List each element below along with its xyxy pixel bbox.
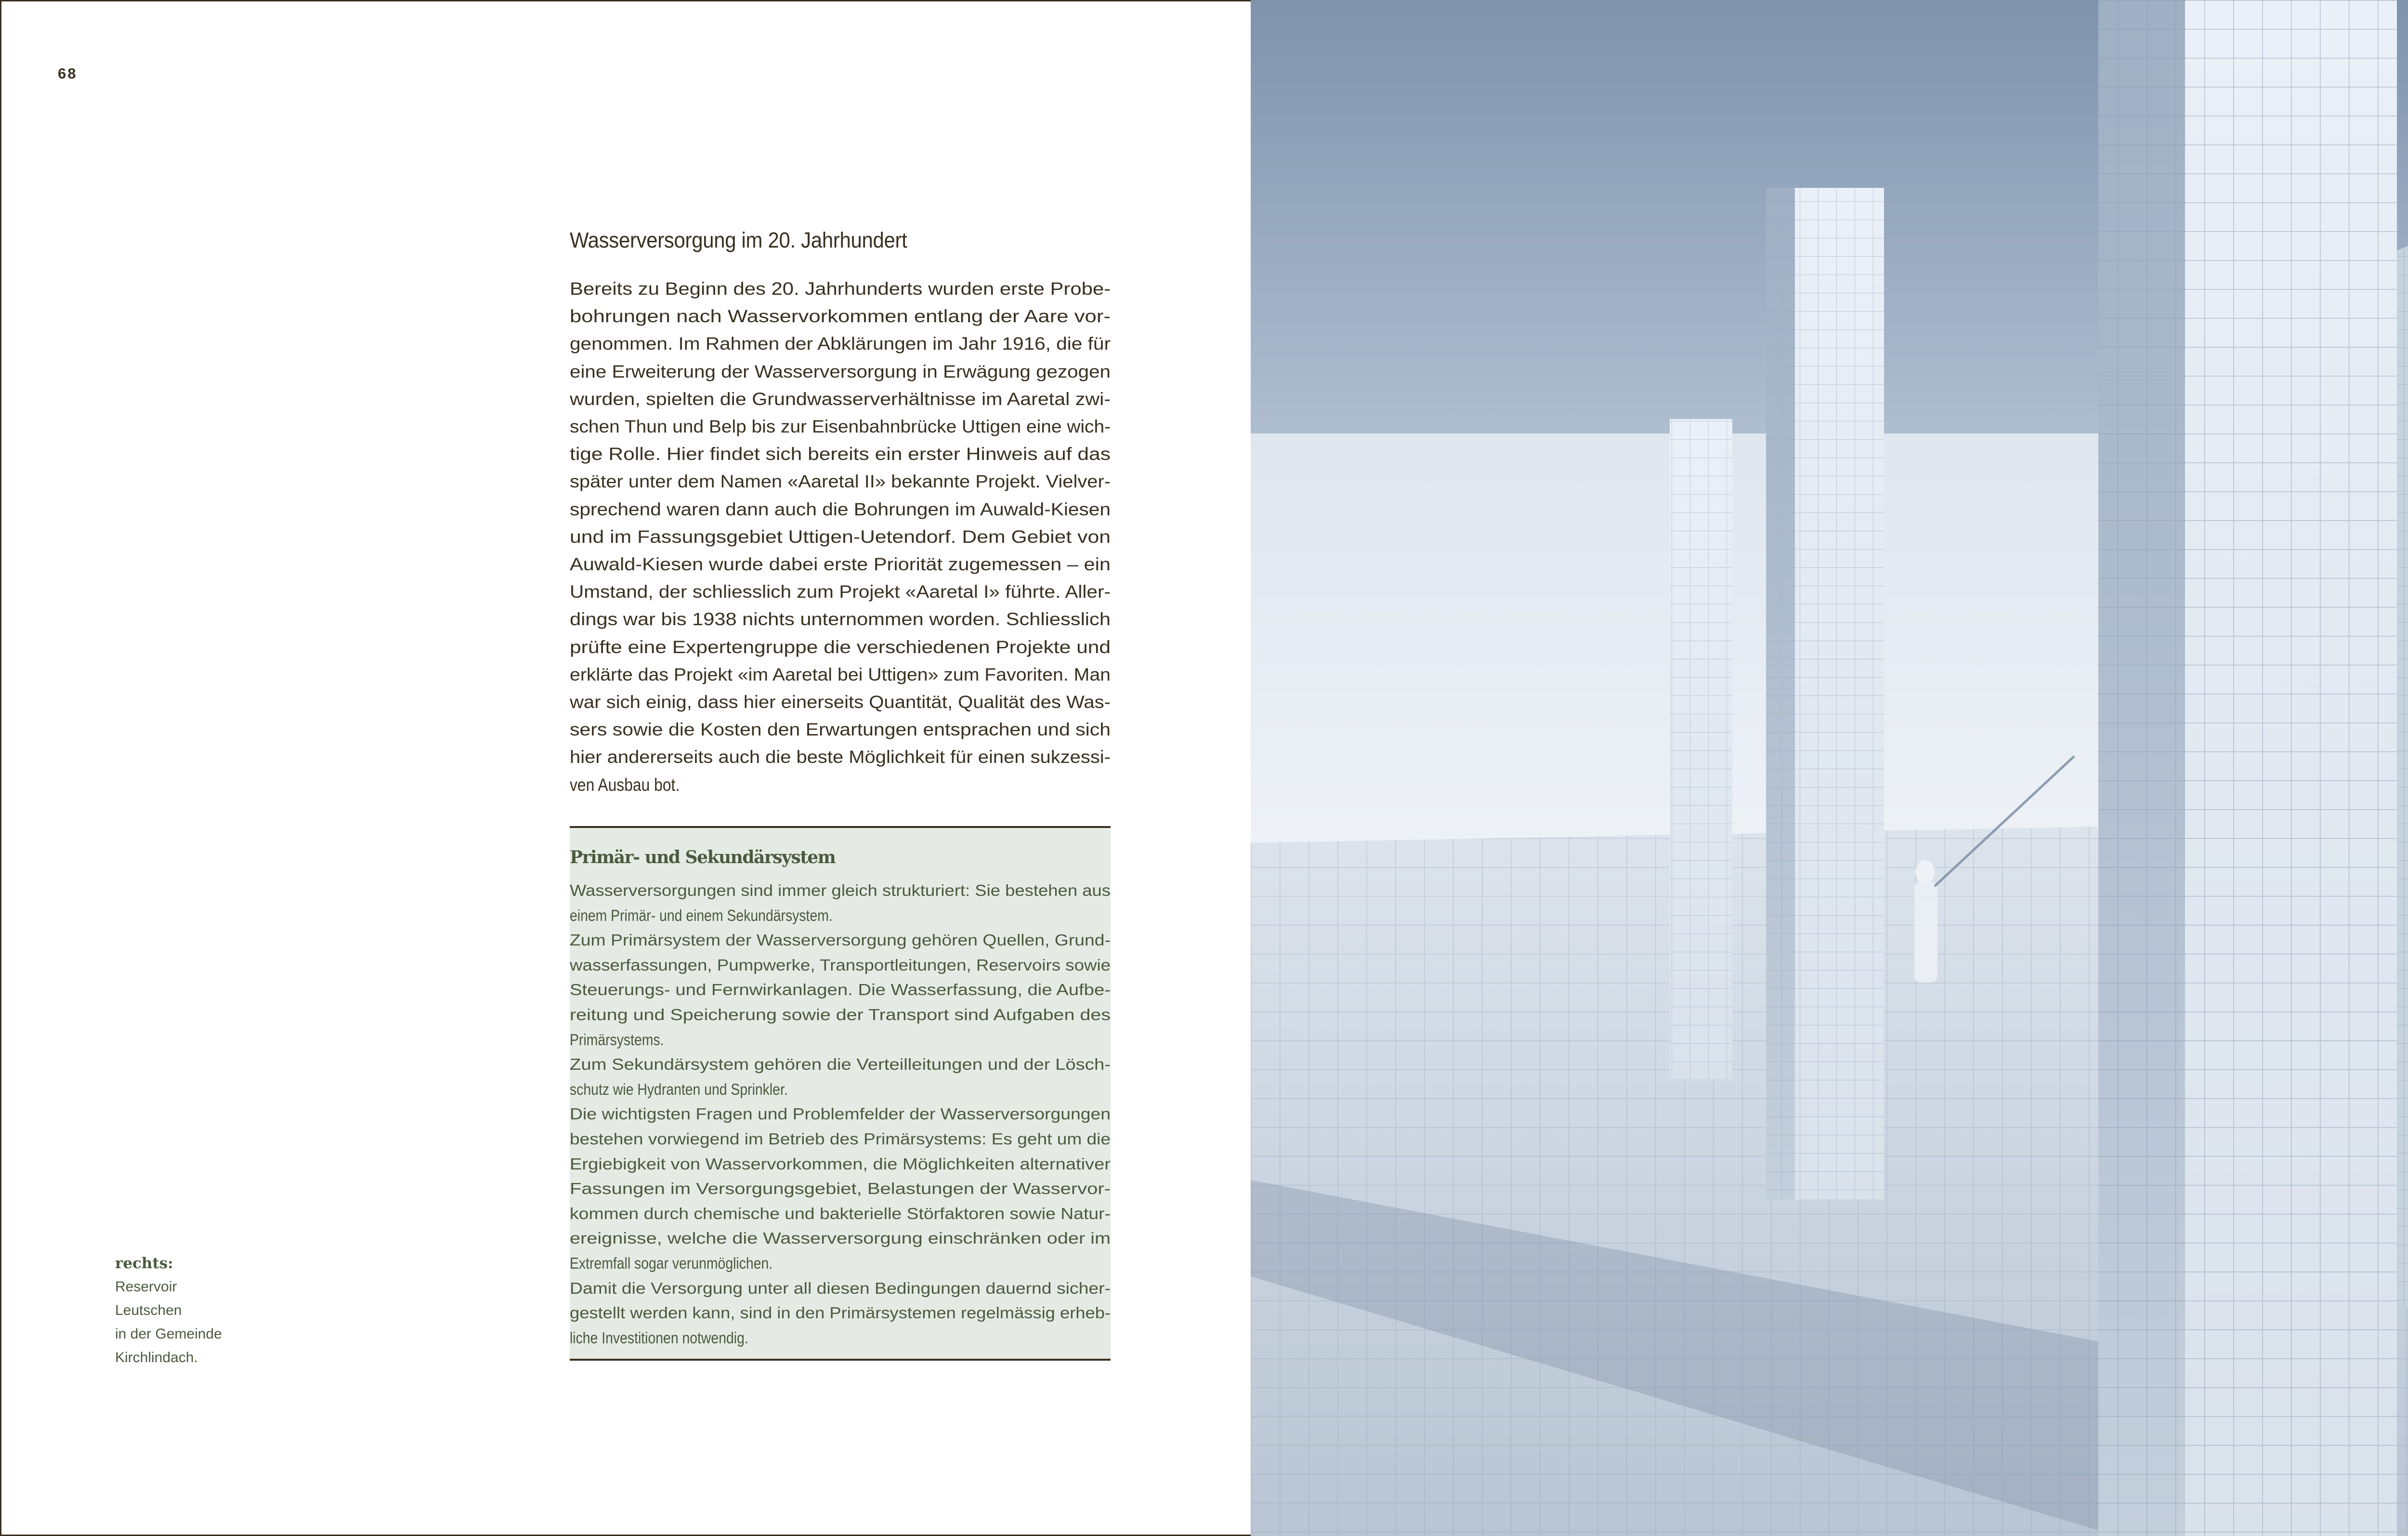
text-line: Extremfall sogar verunmöglichen. (570, 1254, 773, 1272)
page-number: 68 (58, 65, 78, 82)
info-box (570, 826, 1111, 1361)
text-line: ven Ausbau bot. (570, 775, 680, 795)
text-line: tige Rolle. Hier findet sich bereits ein erster Hinweis auf das (570, 444, 1111, 464)
text-line: wasserfassungen, Pumpwerke, Transportleitungen, Reservoirs sowie (570, 956, 1111, 974)
caption-text (115, 1275, 222, 1369)
caption-line: Kirchlindach. (115, 1350, 198, 1365)
caption-line: in der Gemeinde (115, 1326, 222, 1342)
text-line: Damit die Versorgung unter all diesen Bedingungen dauernd sicher- (570, 1279, 1111, 1297)
text-line: Bereits zu Beginn des 20. Jahrhunderts wurden erste Probe- (570, 279, 1111, 299)
text-line: Ergiebigkeit von Wasservorkommen, die Möglichkeiten alternativer (570, 1155, 1111, 1173)
article-title: Wasserversorgung im 20. Jahrhundert (570, 228, 907, 252)
text-line: liche Investitionen notwendig. (570, 1328, 748, 1347)
text-line: prüfte eine Expertengruppe die verschiedenen Projekte und (570, 637, 1111, 657)
reservoir-photo-image (1251, 0, 2408, 1536)
text-line: reitung und Speicherung sowie der Transport sind Aufgaben des (570, 1005, 1111, 1024)
text-line: einem Primär- und einem Sekundärsystem. (570, 906, 833, 924)
article-body (570, 275, 1111, 799)
text-line: Wasserversorgungen sind immer gleich strukturiert: Sie bestehen aus (570, 881, 1111, 899)
text-line: Zum Primärsystem der Wasserversorgung gehören Quellen, Grund- (570, 931, 1111, 949)
text-line: gestellt werden kann, sind in den Primärsystemen regelmässig erheb- (570, 1304, 1111, 1322)
text-line: war sich einig, dass hier einerseits Quantität, Qualität des Was- (570, 692, 1111, 712)
text-line: eine Erweiterung der Wasserversorgung in Erwägung gezogen (570, 361, 1111, 381)
reservoir-photo (1251, 0, 2408, 1536)
text-line: sers sowie die Kosten den Erwartungen entsprachen und sich (570, 720, 1111, 740)
text-line: schutz wie Hydranten und Sprinkler. (570, 1080, 788, 1098)
text-line: später unter dem Namen «Aaretal II» bekannte Projekt. Vielver- (570, 472, 1111, 492)
caption-line: Leutschen (115, 1302, 182, 1318)
caption-line: Reservoir (115, 1279, 177, 1295)
text-line: schen Thun und Belp bis zur Eisenbahnbrücke Uttigen eine wich- (570, 417, 1111, 437)
text-line: bestehen vorwiegend im Betrieb des Primärsystems: Es geht um die (570, 1129, 1111, 1148)
text-line: und im Fassungsgebiet Uttigen-Uetendorf. Dem Gebiet von (570, 526, 1111, 547)
text-line: erklärte das Projekt «im Aaretal bei Uttigen» zum Favoriten. Man (570, 664, 1111, 684)
text-line: genommen. Im Rahmen der Abklärungen im Jahr 1916, die für (570, 334, 1111, 354)
text-line: Umstand, der schliesslich zum Projekt «Aaretal I» führte. Aller- (570, 582, 1111, 602)
photo-caption (115, 1252, 222, 1369)
article (570, 224, 1111, 799)
text-line: kommen durch chemische und bakterielle Störfaktoren sowie Natur- (570, 1204, 1111, 1222)
text-line: sprechend waren dann auch die Bohrungen im Auwald-Kiesen (570, 499, 1111, 519)
text-line: bohrungen nach Wasservorkommen entlang der Aare vor- (570, 306, 1111, 327)
text-line: Steuerungs- und Fernwirkanlagen. Die Wasserfassung, die Aufbe- (570, 981, 1111, 999)
text-line: wurden, spielten die Grundwasserverhältnisse im Aaretal zwi- (570, 389, 1111, 409)
caption-label: rechts: (115, 1255, 173, 1272)
text-line: Zum Sekundärsystem gehören die Verteilleitungen und der Lösch- (570, 1055, 1111, 1074)
text-line: Die wichtigsten Fragen und Problemfelder der Wasserversorgungen (570, 1105, 1111, 1123)
text-line: ereignisse, welche die Wasserversorgung einschränken oder im (570, 1229, 1111, 1247)
text-line: Auwald-Kiesen wurde dabei erste Priorität zugemessen – ein (570, 554, 1111, 575)
text-line: hier andererseits auch die beste Möglichkeit für einen sukzessi- (570, 747, 1111, 767)
text-line: Fassungen im Versorgungsgebiet, Belastungen der Wasservor- (570, 1180, 1111, 1198)
info-box-title: Primär- und Sekundärsystem (570, 847, 836, 867)
info-box-body (570, 878, 1111, 1350)
text-line: Primärsystems. (570, 1030, 664, 1049)
text-line: dings war bis 1938 nichts unternommen worden. Schliesslich (570, 609, 1111, 630)
